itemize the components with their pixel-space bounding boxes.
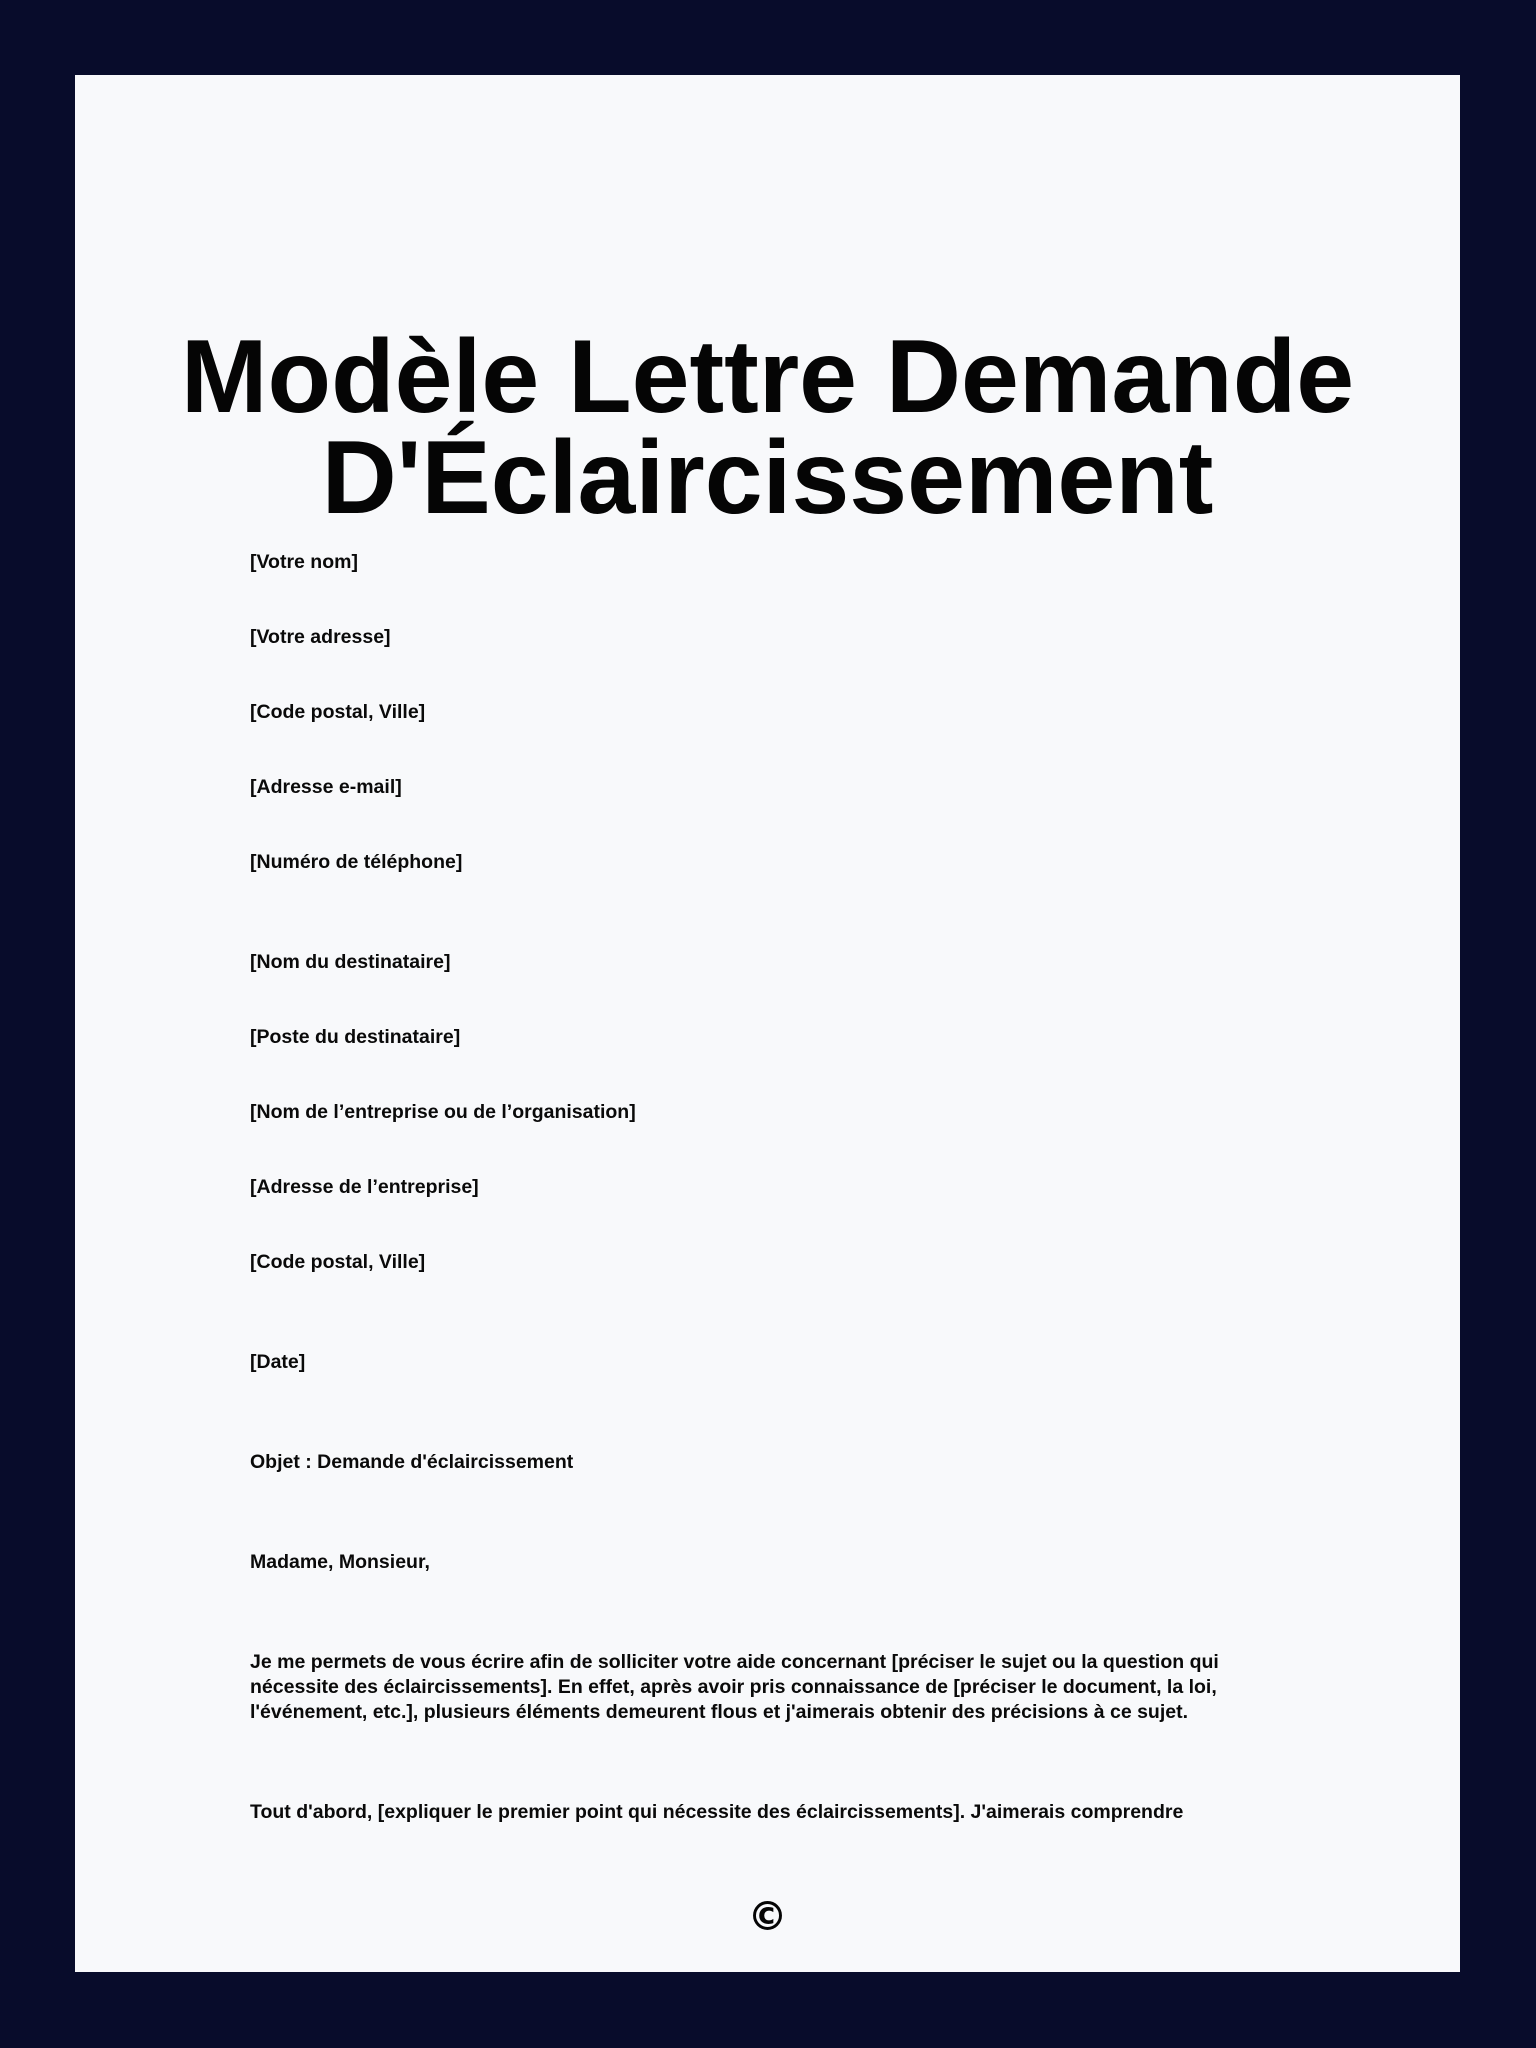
recipient-position: [Poste du destinataire] — [250, 1026, 461, 1048]
letter-date: [Date] — [250, 1351, 306, 1373]
letter-salutation: Madame, Monsieur, — [250, 1551, 430, 1573]
letter-paragraph-2: Tout d'abord, [expliquer le premier point qui nécessite des éclaircissements]. J'aimerais comprendre — [250, 1801, 1184, 1823]
sender-postal-city: [Code postal, Ville] — [250, 701, 426, 723]
recipient-name: [Nom du destinataire] — [250, 951, 451, 973]
sender-email: [Adresse e-mail] — [250, 776, 402, 798]
page-title — [75, 319, 1460, 536]
letter-paragraph-1: Je me permets de vous écrire afin de solliciter votre aide concernant [préciser le sujet ou la question qui nécessite des éclaircissements]. En effet, après avoir pris connaissance de [préciser le document, la loi, l'événement, etc.], plusieurs éléments demeurent flous et j'aimerais obtenir des précisions à ce sujet. — [250, 1651, 1219, 1723]
recipient-company: [Nom de l’entreprise ou de l’organisation] — [250, 1101, 636, 1123]
recipient-company-address: [Adresse de l’entreprise] — [250, 1176, 479, 1198]
letter-subject: Objet : Demande d'éclaircissement — [250, 1451, 574, 1473]
title-line-1: Modèle Lettre Demande — [180, 319, 1355, 435]
letter-page — [75, 75, 1460, 1972]
sender-phone: [Numéro de téléphone] — [250, 851, 463, 873]
title-line-2: D'Éclaircissement — [321, 420, 1214, 536]
recipient-postal-city: [Code postal, Ville] — [250, 1251, 426, 1273]
copyright-icon: © — [747, 1894, 788, 1940]
sender-name: [Votre nom] — [250, 551, 358, 573]
sender-address: [Votre adresse] — [250, 626, 391, 648]
